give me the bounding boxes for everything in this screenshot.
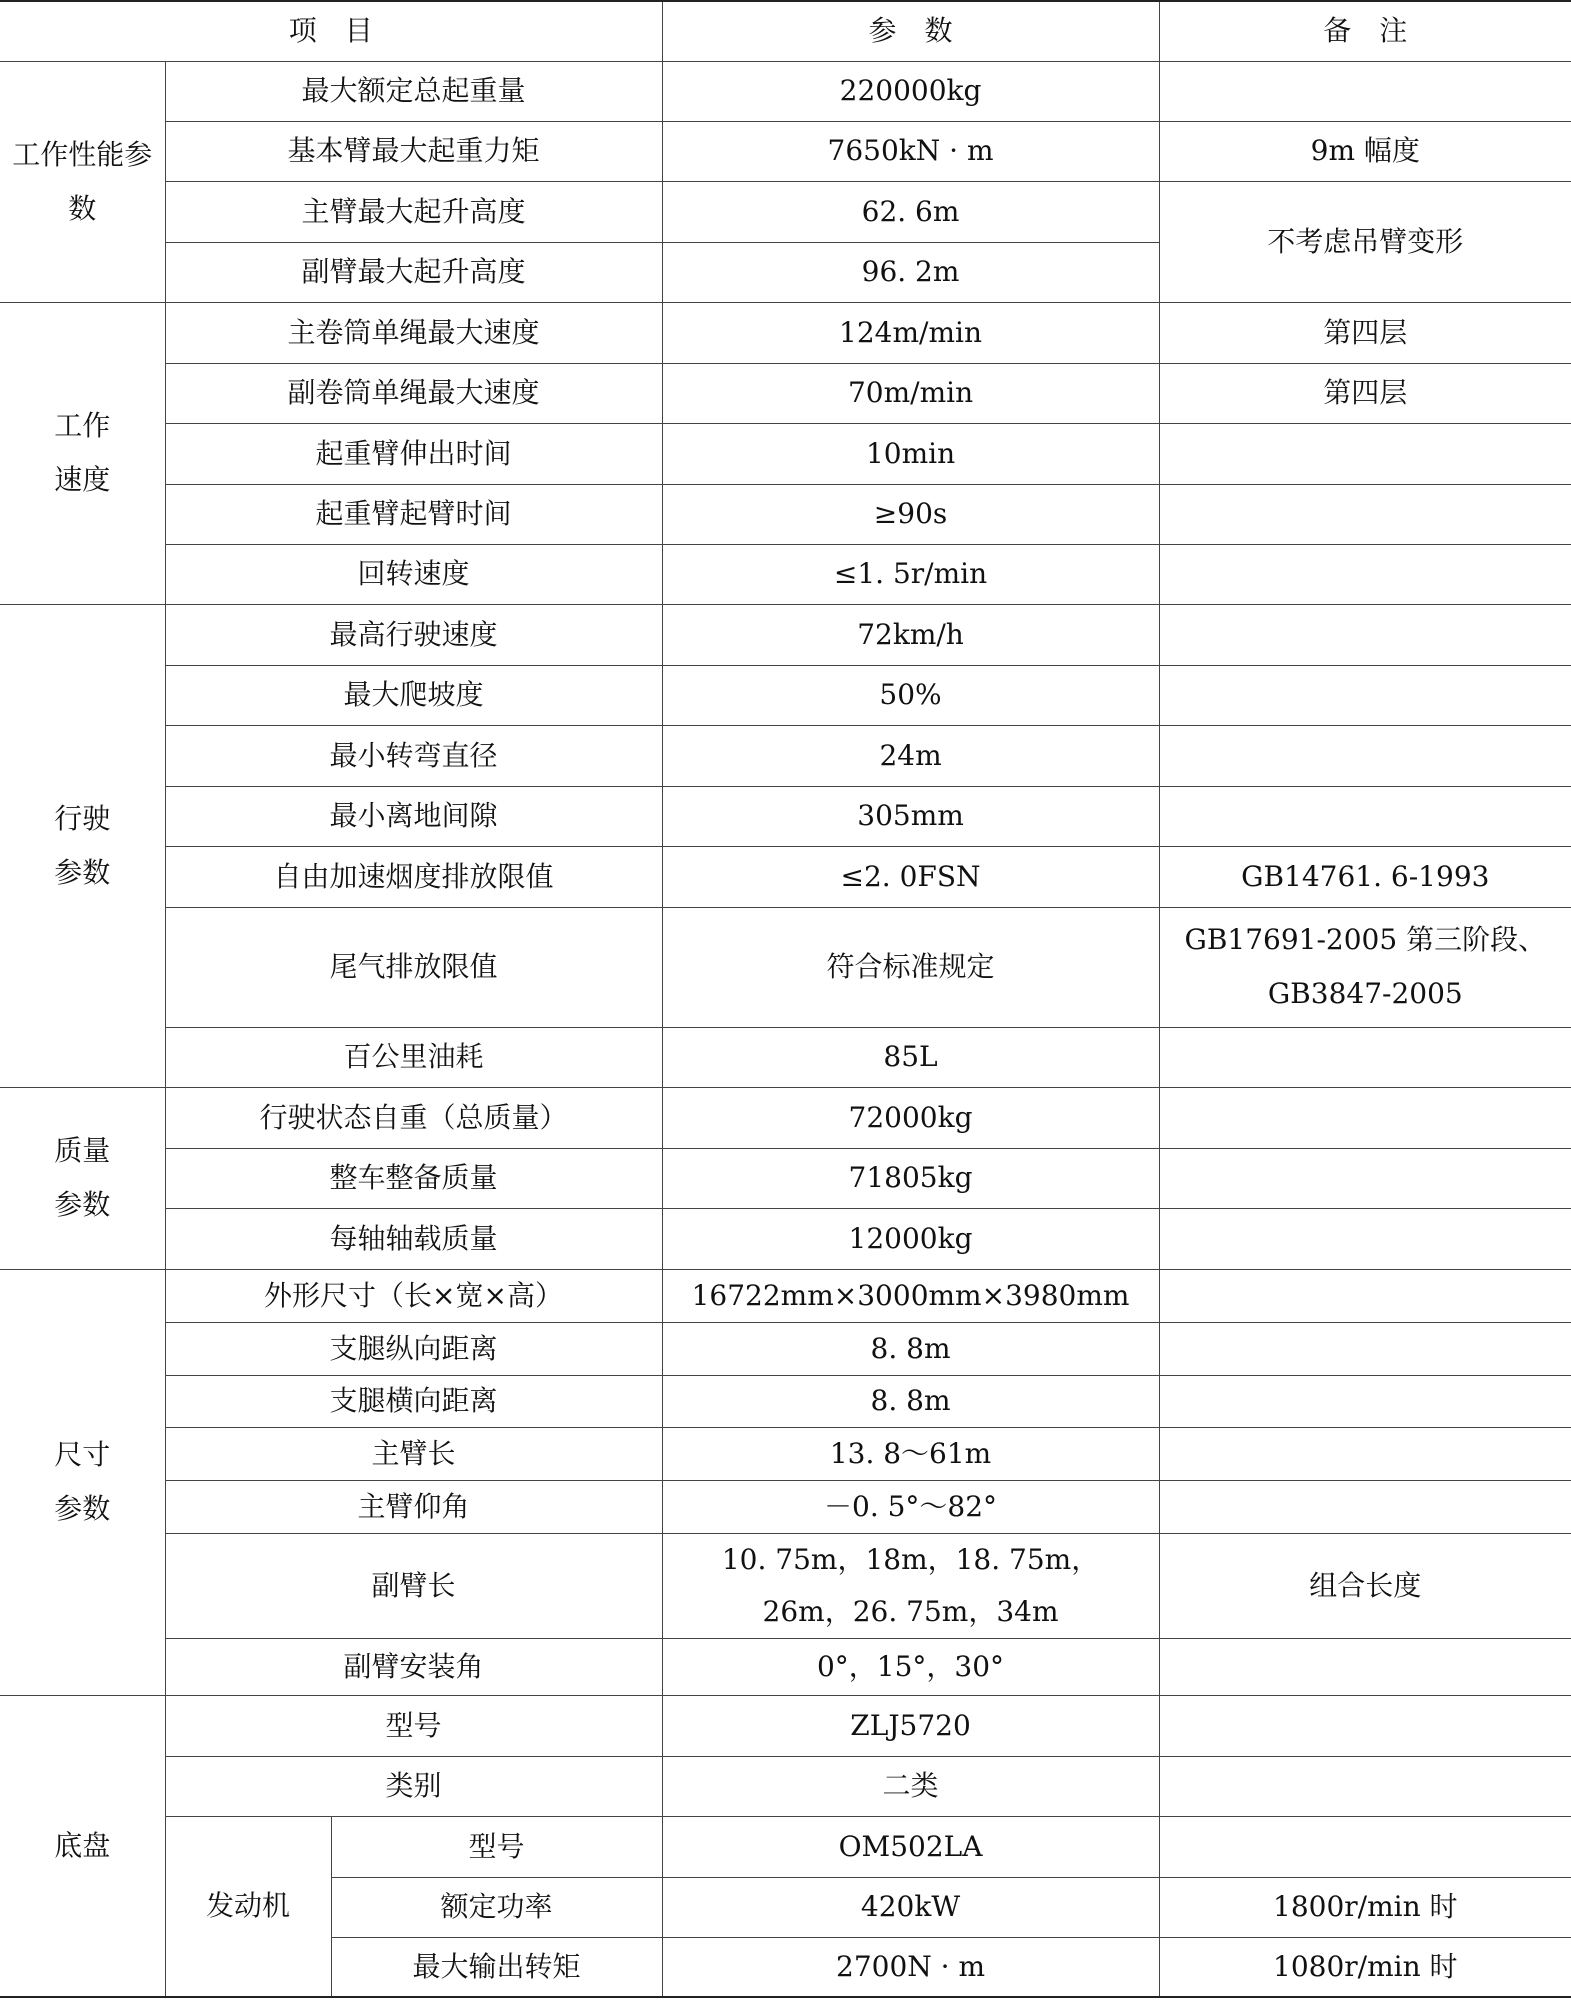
- item-cell: 主臂长: [165, 1427, 662, 1480]
- table-row: [0, 1533, 1571, 1638]
- table-row: [0, 907, 1571, 1027]
- group-label-text: 工作速度: [54, 409, 111, 496]
- group-label-speed: [0, 302, 165, 604]
- note-cell: [1159, 1375, 1571, 1427]
- table-row: [0, 1322, 1571, 1375]
- item-cell: 起重臂伸出时间: [165, 423, 662, 484]
- table-row: [0, 1208, 1571, 1269]
- note-cell: [1159, 423, 1571, 484]
- item-cell: 支腿横向距离: [165, 1375, 662, 1427]
- item-cell: 最大输出转矩: [331, 1937, 662, 1997]
- param-cell: 124m/min: [662, 302, 1159, 363]
- table-row: [0, 544, 1571, 604]
- param-cell: 50%: [662, 665, 1159, 725]
- group-label-chassis: 底盘: [0, 1695, 165, 1997]
- item-cell: 自由加速烟度排放限值: [165, 846, 662, 907]
- note-cell: 不考虑吊臂变形: [1159, 181, 1571, 302]
- param-cell: 85L: [662, 1027, 1159, 1087]
- group-label-mass: [0, 1087, 165, 1269]
- header-item: 项 目: [0, 1, 662, 61]
- param-cell: ≥90s: [662, 484, 1159, 544]
- param-cell: 13. 8～61m: [662, 1427, 1159, 1480]
- item-cell: 最高行驶速度: [165, 604, 662, 665]
- table-row: [0, 363, 1571, 423]
- table-row: [0, 302, 1571, 363]
- param-line: 10. 75m，18m，18. 75m，: [721, 1542, 1100, 1576]
- param-cell: －0. 5°～82°: [662, 1480, 1159, 1533]
- table-row: [0, 604, 1571, 665]
- note-line: GB17691-2005 第三阶段、: [1184, 923, 1547, 956]
- group-label-text: 尺寸参数: [54, 1438, 111, 1525]
- table-row: [0, 1756, 1571, 1816]
- note-cell: 组合长度: [1159, 1533, 1571, 1638]
- param-cell: 220000kg: [662, 61, 1159, 121]
- item-cell: 最小离地间隙: [165, 786, 662, 846]
- item-cell: 起重臂起臂时间: [165, 484, 662, 544]
- table-row: [0, 1375, 1571, 1427]
- param-cell: ≤1. 5r/min: [662, 544, 1159, 604]
- group-label-size: [0, 1269, 165, 1695]
- note-cell: 1800r/min 时: [1159, 1877, 1571, 1937]
- param-cell: OM502LA: [662, 1816, 1159, 1877]
- note-cell: [1159, 1027, 1571, 1087]
- param-line: 26m，26. 75m，34m: [762, 1594, 1059, 1628]
- note-line: GB3847-2005: [1267, 977, 1463, 1010]
- param-cell: 62. 6m: [662, 181, 1159, 242]
- note-cell: 9m 幅度: [1159, 121, 1571, 181]
- item-cell: 最小转弯直径: [165, 725, 662, 786]
- note-cell: [1159, 484, 1571, 544]
- param-cell: 二类: [662, 1756, 1159, 1816]
- param-cell: 24m: [662, 725, 1159, 786]
- item-cell: 主臂最大起升高度: [165, 181, 662, 242]
- note-cell: 第四层: [1159, 302, 1571, 363]
- note-cell: [1159, 1269, 1571, 1322]
- note-cell: [1159, 1480, 1571, 1533]
- header-param: 参 数: [662, 1, 1159, 61]
- group-label-text: 质量参数: [54, 1134, 111, 1221]
- item-cell: 最大额定总起重量: [165, 61, 662, 121]
- item-cell: 基本臂最大起重力矩: [165, 121, 662, 181]
- group-label-text: 工作性能参数: [12, 137, 153, 225]
- table-row: [0, 1148, 1571, 1208]
- param-cell: 96. 2m: [662, 242, 1159, 302]
- note-cell: 1080r/min 时: [1159, 1937, 1571, 1997]
- param-cell: 2700N · m: [662, 1937, 1159, 1997]
- param-cell: 8. 8m: [662, 1322, 1159, 1375]
- note-cell: [1159, 725, 1571, 786]
- item-cell: 尾气排放限值: [165, 907, 662, 1027]
- note-cell: [1159, 665, 1571, 725]
- item-cell: 主臂仰角: [165, 1480, 662, 1533]
- param-cell: 72000kg: [662, 1087, 1159, 1148]
- table-row: [0, 181, 1571, 242]
- table-row: [0, 1027, 1571, 1087]
- table-row: [0, 61, 1571, 121]
- param-cell: 71805kg: [662, 1148, 1159, 1208]
- item-cell: 额定功率: [331, 1877, 662, 1937]
- param-cell: 12000kg: [662, 1208, 1159, 1269]
- table-row: [0, 1695, 1571, 1756]
- note-cell: [1159, 604, 1571, 665]
- param-cell: 7650kN · m: [662, 121, 1159, 181]
- table-row: [0, 786, 1571, 846]
- note-cell: GB14761. 6-1993: [1159, 846, 1571, 907]
- item-cell: 回转速度: [165, 544, 662, 604]
- note-cell: [1159, 544, 1571, 604]
- param-cell: 10min: [662, 423, 1159, 484]
- table-row: [0, 1816, 1571, 1877]
- item-cell: 副臂最大起升高度: [165, 242, 662, 302]
- table-row: [0, 1087, 1571, 1148]
- param-cell: 70m/min: [662, 363, 1159, 423]
- table-row: [0, 423, 1571, 484]
- note-cell: [1159, 1427, 1571, 1480]
- param-cell: 符合标准规定: [662, 907, 1159, 1027]
- param-cell: 0°，15°，30°: [662, 1638, 1159, 1695]
- note-cell: [1159, 907, 1571, 1027]
- item-cell: 副卷筒单绳最大速度: [165, 363, 662, 423]
- item-cell: 最大爬坡度: [165, 665, 662, 725]
- table-row: [0, 1269, 1571, 1322]
- item-cell: 型号: [331, 1816, 662, 1877]
- note-cell: [1159, 1756, 1571, 1816]
- item-cell: 副臂长: [165, 1533, 662, 1638]
- header-note: 备 注: [1159, 1, 1571, 61]
- note-cell: [1159, 1148, 1571, 1208]
- note-cell: [1159, 1638, 1571, 1695]
- item-cell: 支腿纵向距离: [165, 1322, 662, 1375]
- table-row: [0, 1638, 1571, 1695]
- item-cell: 副臂安装角: [165, 1638, 662, 1695]
- item-cell: 行驶状态自重（总质量）: [165, 1087, 662, 1148]
- param-cell: ≤2. 0FSN: [662, 846, 1159, 907]
- group-label-text: 行驶参数: [54, 801, 111, 889]
- item-cell: 类别: [165, 1756, 662, 1816]
- note-cell: [1159, 1322, 1571, 1375]
- note-cell: [1159, 1816, 1571, 1877]
- header-row: [0, 1, 1571, 61]
- param-cell: 8. 8m: [662, 1375, 1159, 1427]
- param-cell: 305mm: [662, 786, 1159, 846]
- table-row: [0, 1427, 1571, 1480]
- table-row: [0, 1480, 1571, 1533]
- note-cell: [1159, 1087, 1571, 1148]
- group-label-engine: 发动机: [165, 1816, 331, 1997]
- table-row: [0, 121, 1571, 181]
- table-row: [0, 846, 1571, 907]
- item-cell: 每轴轴载质量: [165, 1208, 662, 1269]
- group-label-drive: [0, 604, 165, 1087]
- note-cell: [1159, 1208, 1571, 1269]
- item-cell: 型号: [165, 1695, 662, 1756]
- note-cell: [1159, 61, 1571, 121]
- note-cell: [1159, 1695, 1571, 1756]
- item-cell: 整车整备质量: [165, 1148, 662, 1208]
- table-row: [0, 725, 1571, 786]
- param-cell: [662, 1533, 1159, 1638]
- table-row: [0, 665, 1571, 725]
- param-cell: 16722mm×3000mm×3980mm: [662, 1269, 1159, 1322]
- param-cell: 72km/h: [662, 604, 1159, 665]
- item-cell: 百公里油耗: [165, 1027, 662, 1087]
- table-row: [0, 484, 1571, 544]
- note-cell: [1159, 786, 1571, 846]
- group-label-perf: [0, 61, 165, 302]
- item-cell: 主卷筒单绳最大速度: [165, 302, 662, 363]
- param-cell: 420kW: [662, 1877, 1159, 1937]
- param-cell: ZLJ5720: [662, 1695, 1159, 1756]
- note-cell: 第四层: [1159, 363, 1571, 423]
- item-cell: 外形尺寸（长×宽×高）: [165, 1269, 662, 1322]
